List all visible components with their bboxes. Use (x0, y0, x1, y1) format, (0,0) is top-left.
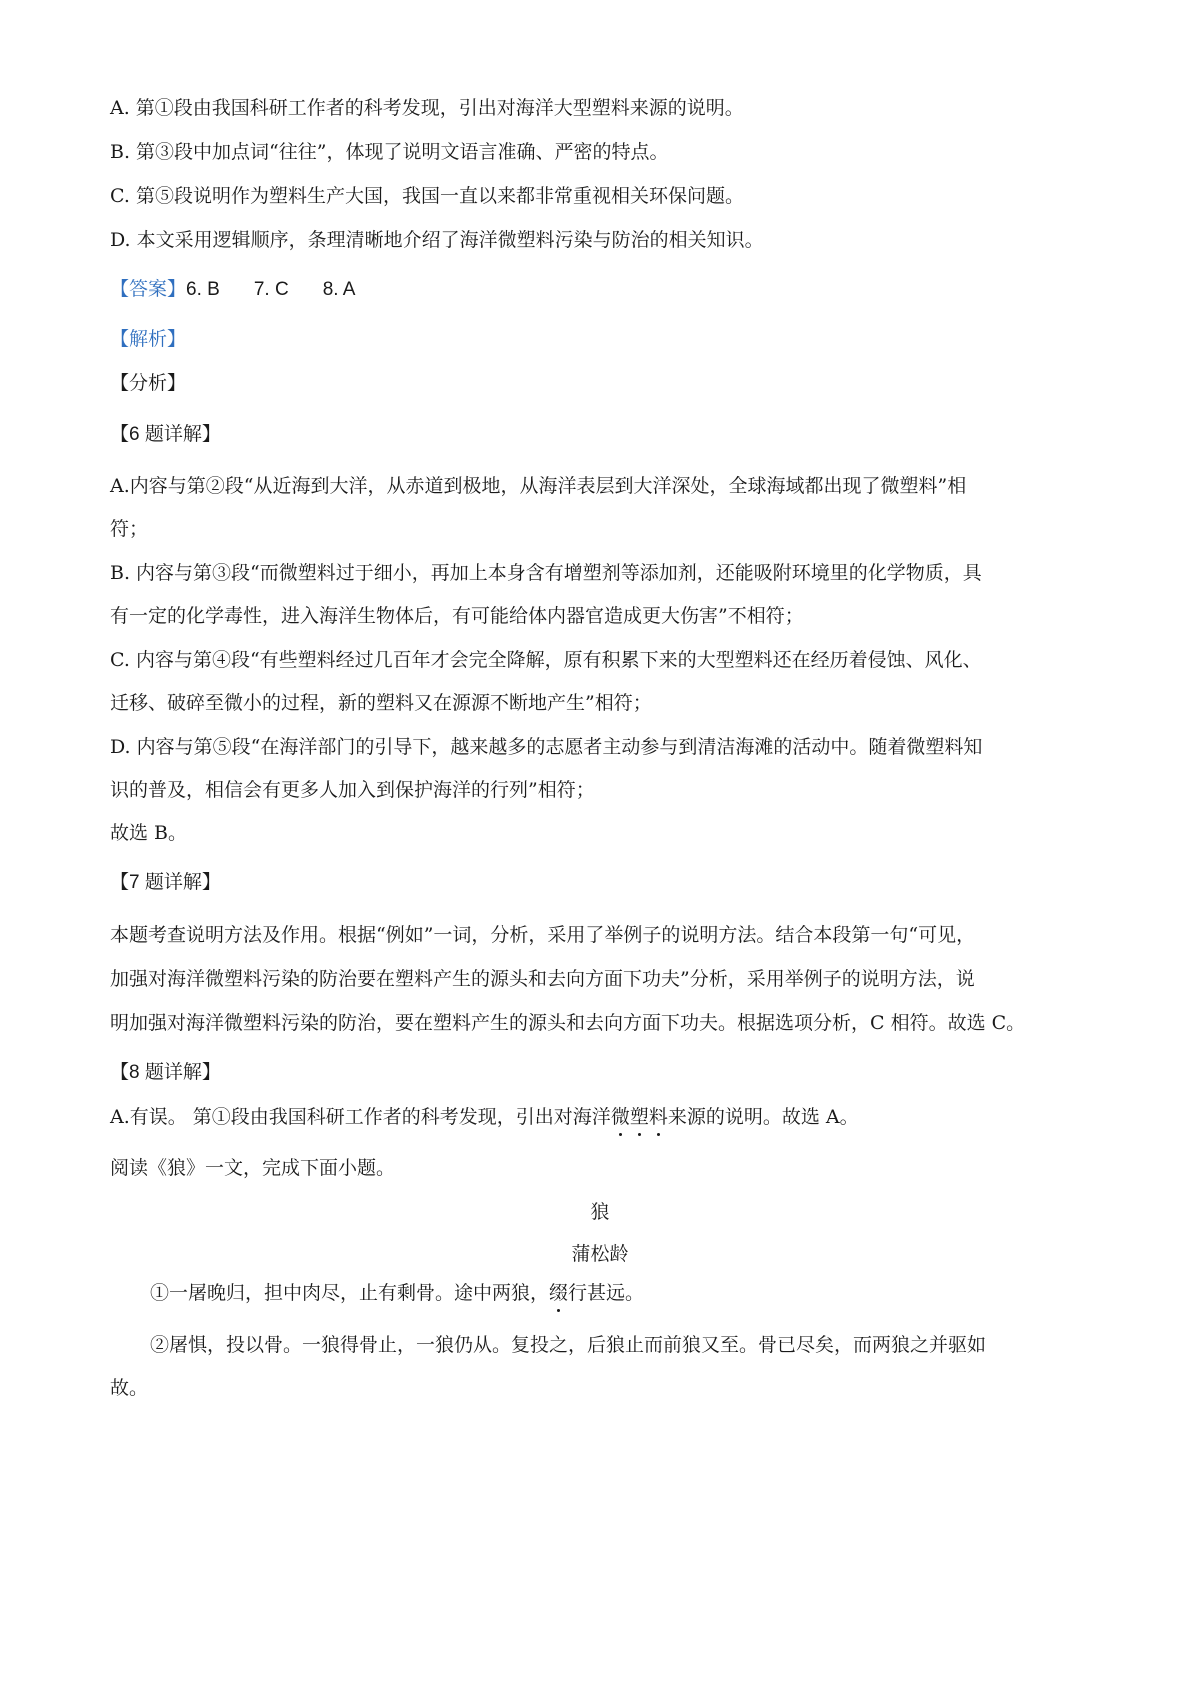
q7-heading: 【7 题详解】 (110, 872, 221, 893)
p1-text-pre: ①一屠晚归，担中肉尽，止有剩骨。途中两狼， (150, 1282, 550, 1304)
q6-d-line1: D. 内容与第⑤段“在海洋部门的引导下，越来越多的志愿者主动参与到清洁海滩的活动中。随着微塑料知 (110, 736, 983, 758)
reading-intro: 阅读《狼》一文，完成下面小题。 (110, 1157, 396, 1179)
q8-text-pre: A.有误。 第①段由我国科研工作者的科考发现，引出对海洋 (110, 1106, 611, 1128)
q8-heading: 【8 题详解】 (110, 1062, 221, 1083)
answer-item: 7. C (253, 279, 289, 300)
answer-item: 6. B (186, 279, 220, 300)
q6-b-line2: 有一定的化学毒性，进入海洋生物体后，有可能给体内器官造成更大伤害”不相符； (110, 605, 804, 627)
option-d: D. 本文采用逻辑顺序，条理清晰地介绍了海洋微塑料污染与防治的相关知识。 (110, 229, 764, 251)
emphasis-dotted-char: 塑 (630, 1103, 649, 1131)
q6-a-line2: 符； (110, 518, 149, 540)
q8-line (110, 1103, 1100, 1131)
answer-item: 8. A (322, 279, 356, 300)
option-c: C. 第⑤段说明作为塑料生产大国，我国一直以来都非常重视相关环保问题。 (110, 185, 744, 207)
q6-b-line1: B. 内容与第③段“而微塑料过于细小，再加上本身含有增塑剂等添加剂，还能吸附环境里的化学物质，具 (110, 562, 982, 584)
analysis-tag: 【解析】 (110, 329, 187, 350)
p1-text-post: 行甚远。 (568, 1282, 645, 1304)
emphasis-dotted-char: 缀 (549, 1279, 568, 1307)
q7-line3: 明加强对海洋微塑料污染的防治，要在塑料产生的源头和去向方面下功夫。根据选项分析，C 相符。故选 C。 (110, 1012, 1026, 1034)
q6-d-line2: 识的普及，相信会有更多人加入到保护海洋的行列”相符； (110, 779, 595, 801)
answer-line (110, 276, 1100, 304)
option-a: A. 第①段由我国科研工作者的科考发现，引出对海洋大型塑料来源的说明。 (110, 97, 744, 119)
q6-heading: 【6 题详解】 (110, 424, 221, 445)
q8-text-post: 来源的说明。故选 A。 (667, 1106, 859, 1128)
option-b: B. 第③段中加点词“往往”，体现了说明文语言准确、严密的特点。 (110, 141, 669, 163)
emphasis-dotted-char: 微 (611, 1103, 630, 1131)
answer-tag: 【答案】 (110, 279, 187, 300)
q7-line1: 本题考查说明方法及作用。根据“例如”一词，分析，采用了举例子的说明方法。结合本段第一句“可见， (110, 924, 976, 946)
poem-paragraph-2-line2: 故。 (110, 1377, 149, 1399)
poem-paragraph-2-line1: ②屠惧，投以骨。一狼得骨止，一狼仍从。复投之，后狼止而前狼又至。骨已尽矣，而两狼之并驱如 (150, 1334, 987, 1356)
q6-a-line1: A.内容与第②段“从近海到大洋，从赤道到极地，从海洋表层到大洋深处，全球海域都出现了微塑料”相 (110, 475, 967, 497)
q6-c-line1: C. 内容与第④段“有些塑料经过几百年才会完全降解，原有积累下来的大型塑料还在经历着侵蚀、风化、 (110, 649, 982, 671)
emphasis-dotted-char: 料 (649, 1103, 668, 1131)
q6-conclusion: 故选 B。 (110, 822, 188, 844)
q6-c-line2: 迁移、破碎至微小的过程，新的塑料又在源源不断地产生”相符； (110, 692, 652, 714)
poem-title: 狼 (590, 1201, 610, 1223)
q7-line2: 加强对海洋微塑料污染的防治要在塑料产生的源头和去向方面下功夫”分析，采用举例子的说明方法，说 (110, 968, 975, 990)
poem-author: 蒲松龄 (571, 1243, 629, 1265)
fenxi-heading: 【分析】 (110, 373, 187, 394)
poem-paragraph-1 (150, 1279, 1100, 1307)
